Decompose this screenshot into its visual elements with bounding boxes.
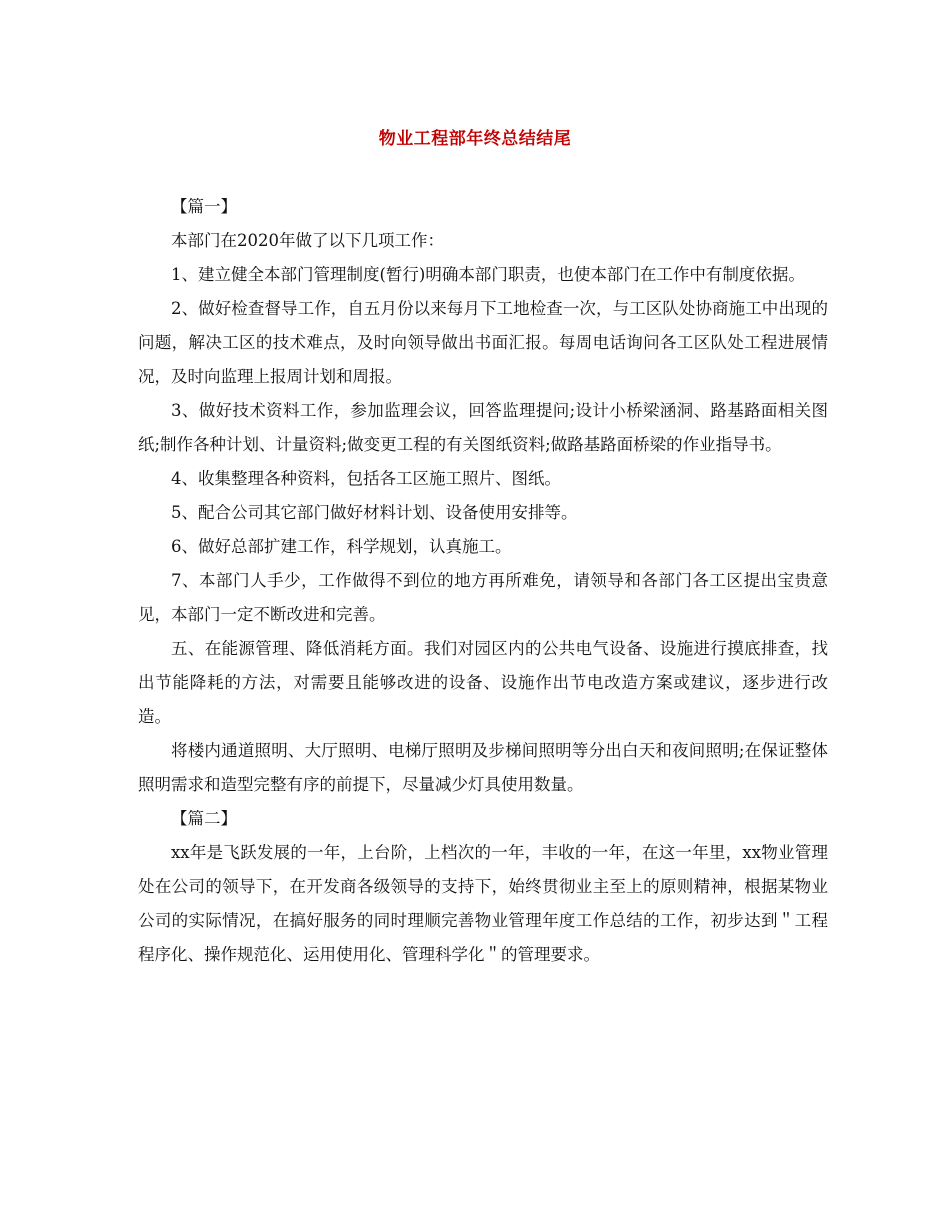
paragraph: 4、收集整理各种资料，包括各工区施工照片、图纸。: [171, 469, 561, 488]
paragraph: 6、做好总部扩建工作，科学规划，认真施工。: [171, 537, 512, 556]
paragraph: 五、在能源管理、降低消耗方面。我们对园区内的公共电气设备、设施进行摸底排查，找出节能降耗的方法，对需要且能够改进的设备、设施作出节电改造方案或建议，逐步进行改造。: [138, 639, 828, 726]
paragraph: 3、做好技术资料工作，参加监理会议，回答监理提问;设计小桥梁涵洞、路基路面相关图纸;制作各种计划、计量资料;做变更工程的有关图纸资料;做路基路面桥梁的作业指导书。: [138, 401, 828, 454]
paragraph: 2、做好检查督导工作，自五月份以来每月下工地检查一次，与工区队处协商施工中出现的问题，解决工区的技术难点，及时向领导做出书面汇报。每周电话询问各工区队处工程进展情况，及时向监理上报周计划和周报。: [138, 299, 828, 386]
document-body: [138, 190, 828, 972]
paragraph: 5、配合公司其它部门做好材料计划、设备使用安排等。: [171, 503, 578, 522]
paragraph: 本部门在2020年做了以下几项工作：: [171, 231, 444, 250]
section-heading-1: 【篇一】: [171, 197, 237, 216]
paragraph: 将楼内通道照明、大厅照明、电梯厅照明及步梯间照明等分出白天和夜间照明;在保证整体照明需求和造型完整有序的前提下，尽量减少灯具使用数量。: [138, 741, 828, 794]
paragraph: xx年是飞跃发展的一年，上台阶，上档次的一年，丰收的一年，在这一年里，xx物业管理处在公司的领导下，在开发商各级领导的支持下，始终贯彻业主至上的原则精神，根据某物业公司的实际情况，在搞好服务的同时理顺完善物业管理年度工作总结的工作，初步达到＂工程程序化、操作规范化、运用使用化、管理科学化＂的管理要求。: [138, 843, 828, 964]
paragraph: 1、建立健全本部门管理制度(暂行)明确本部门职责，也使本部门在工作中有制度依据。: [171, 265, 805, 284]
document-title: 物业工程部年终总结结尾: [378, 129, 572, 149]
section-heading-2: 【篇二】: [171, 809, 237, 828]
paragraph: 7、本部门人手少，工作做得不到位的地方再所难免，请领导和各部门各工区提出宝贵意见，本部门一定不断改进和完善。: [138, 571, 828, 624]
